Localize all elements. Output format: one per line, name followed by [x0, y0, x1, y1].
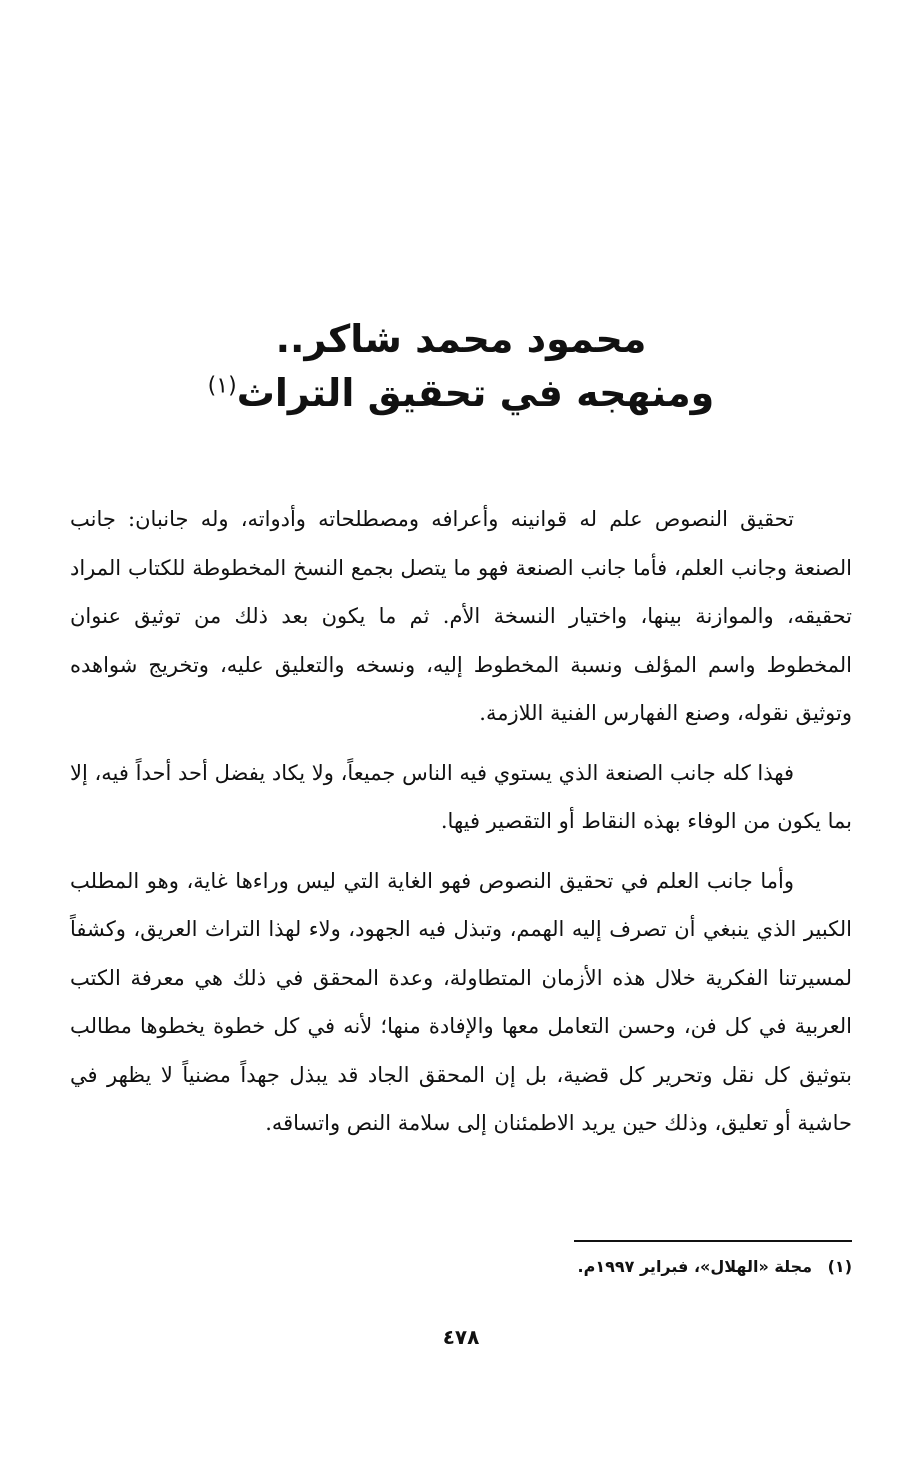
paragraph-2: فهذا كله جانب الصنعة الذي يستوي فيه الناس جميعاً، ولا يكاد يفضل أحد أحداً فيه، إلا بما يكون من الوفاء بهذه النقاط أو التقصير فيها.: [70, 760, 852, 833]
paragraph-1: تحقيق النصوص علم له قوانينه وأعرافه ومصطلحاته وأدواته، وله جانبان: جانب الصنعة وجانب العلم، فأما جانب الصنعة فهو ما يتصل بجمع النسخ المخطوطة للكتاب المراد تحقيقه، والموازنة بينها، واختيار النسخة الأم. ثم ما يكون بعد ذلك من توثيق عنوان المخطوط واسم المؤلف ونسبة المخطوط إليه، ونسخه والتعليق عليه، وتخريج شواهده وتوثيق نقوله، وصنع الفهارس الفنية اللازمة.: [70, 507, 852, 725]
page-number: ٤٧٨: [442, 1325, 480, 1349]
title-line-2-text: ومنهجه في تحقيق التراث: [236, 371, 715, 415]
paragraph-3: وأما جانب العلم في تحقيق النصوص فهو الغاية التي ليس وراءها غاية، وهو المطلب الكبير الذي ينبغي أن تصرف إليه الهمم، وتبذل فيه الجهود، ولاء لهذا التراث العريق، وكشفاً لمسيرتنا الفكرية خلال هذه الأزمان المتطاولة، وعدة المحقق في ذلك هي معرفة الكتب العربية في كل فن، وحسن التعامل معها والإفادة منها؛ لأنه في كل خطوة يخطوها مطالب بتوثيق كل نقل وتحرير كل قضية، بل إن المحقق الجاد قد يبذل جهداً مضنياً لا يظهر في حاشية أو تعليق، وذلك حين يريد الاطمئنان إلى سلامة النص واتساقه.: [70, 868, 852, 1135]
footnote-text: مجلة «الهلال»، فبراير ١٩٩٧م.: [577, 1257, 813, 1276]
body-text: [70, 495, 852, 1159]
title-footnote-ref[interactable]: (١): [207, 373, 237, 399]
footnote: [70, 1253, 852, 1281]
footnote-marker: (١): [827, 1257, 852, 1276]
chapter-title: [60, 312, 862, 420]
title-line-2: [60, 366, 862, 420]
footnote-divider: [574, 1240, 852, 1242]
title-line-1: محمود محمد شاكر..: [275, 317, 647, 361]
